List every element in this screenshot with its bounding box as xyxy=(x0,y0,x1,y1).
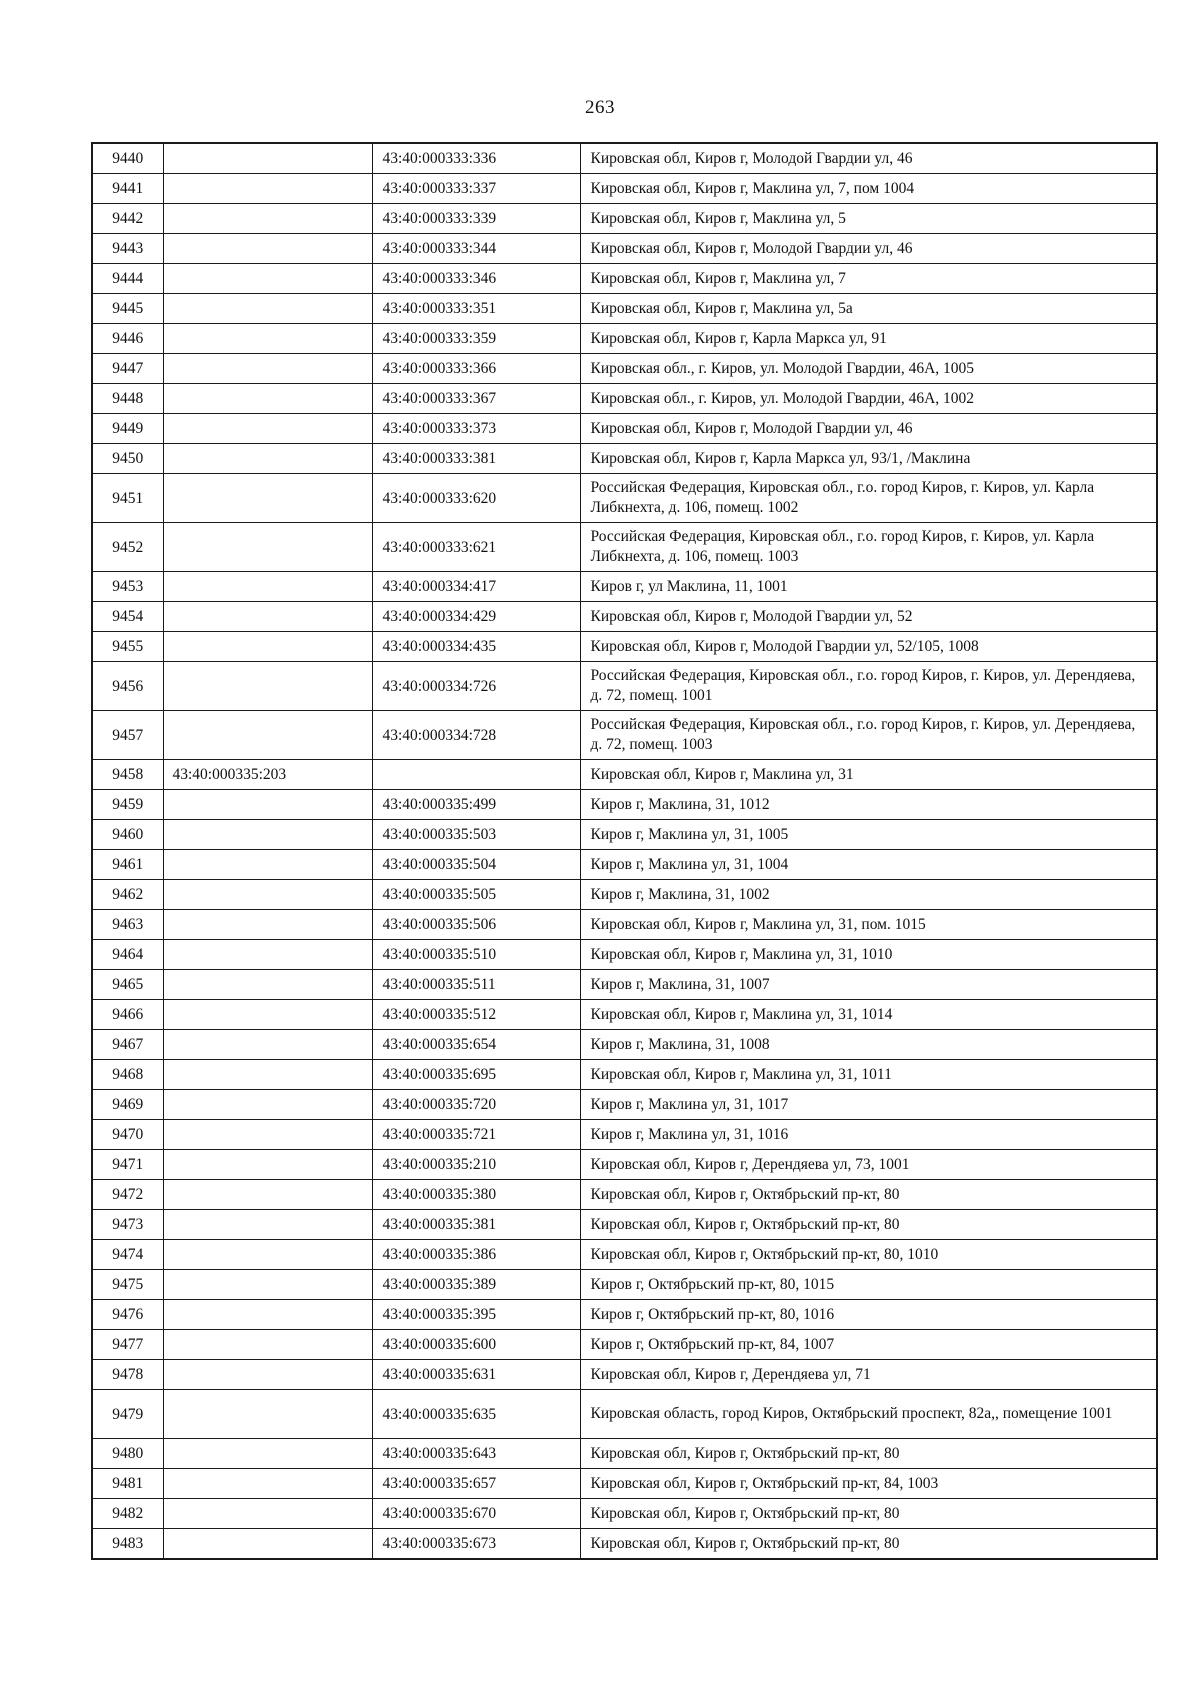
row-number-cell: 9446 xyxy=(92,324,163,354)
land-cadastral-number-cell xyxy=(163,662,372,711)
table-row xyxy=(92,632,1157,662)
table-row xyxy=(92,820,1157,850)
object-cadastral-number-cell: 43:40:000335:511 xyxy=(372,970,580,1000)
address-cell: Кировская обл, Киров г, Октябрьский пр-кт, 80, 1010 xyxy=(580,1240,1157,1270)
land-cadastral-number-cell xyxy=(163,414,372,444)
land-cadastral-number-cell xyxy=(163,940,372,970)
address-cell: Кировская обл, Киров г, Маклина ул, 5а xyxy=(580,294,1157,324)
page-number: 263 xyxy=(585,97,615,118)
land-cadastral-number-cell xyxy=(163,790,372,820)
table-row xyxy=(92,602,1157,632)
land-cadastral-number-cell xyxy=(163,970,372,1000)
registry-table-body xyxy=(92,143,1157,1559)
row-number-cell: 9440 xyxy=(92,143,163,174)
object-cadastral-number-cell: 43:40:000335:386 xyxy=(372,1240,580,1270)
table-row xyxy=(92,174,1157,204)
address-cell: Кировская обл, Киров г, Маклина ул, 31, 1010 xyxy=(580,940,1157,970)
object-cadastral-number-cell: 43:40:000333:620 xyxy=(372,474,580,523)
row-number-cell: 9450 xyxy=(92,444,163,474)
row-number-cell: 9471 xyxy=(92,1150,163,1180)
table-row xyxy=(92,910,1157,940)
address-cell: Кировская обл, Киров г, Молодой Гвардии ул, 52/105, 1008 xyxy=(580,632,1157,662)
row-number-cell: 9473 xyxy=(92,1210,163,1240)
table-row xyxy=(92,662,1157,711)
address-cell: Кировская обл, Киров г, Молодой Гвардии ул, 46 xyxy=(580,234,1157,264)
land-cadastral-number-cell xyxy=(163,572,372,602)
address-cell: Кировская обл, Киров г, Молодой Гвардии ул, 46 xyxy=(580,143,1157,174)
object-cadastral-number-cell: 43:40:000335:695 xyxy=(372,1060,580,1090)
land-cadastral-number-cell xyxy=(163,294,372,324)
object-cadastral-number-cell: 43:40:000333:621 xyxy=(372,523,580,572)
table-row xyxy=(92,1270,1157,1300)
object-cadastral-number-cell: 43:40:000334:417 xyxy=(372,572,580,602)
address-cell: Кировская обл, Киров г, Маклина ул, 5 xyxy=(580,204,1157,234)
table-row xyxy=(92,234,1157,264)
land-cadastral-number-cell xyxy=(163,1499,372,1529)
object-cadastral-number-cell: 43:40:000335:389 xyxy=(372,1270,580,1300)
table-row xyxy=(92,1330,1157,1360)
land-cadastral-number-cell xyxy=(163,602,372,632)
address-cell: Кировская обл, Киров г, Маклина ул, 31 xyxy=(580,760,1157,790)
table-row xyxy=(92,850,1157,880)
land-cadastral-number-cell xyxy=(163,1330,372,1360)
address-cell: Киров г, Маклина, 31, 1002 xyxy=(580,880,1157,910)
object-cadastral-number-cell: 43:40:000335:654 xyxy=(372,1030,580,1060)
land-cadastral-number-cell xyxy=(163,474,372,523)
land-cadastral-number-cell xyxy=(163,264,372,294)
land-cadastral-number-cell xyxy=(163,1529,372,1560)
address-cell: Киров г, Октябрьский пр-кт, 80, 1015 xyxy=(580,1270,1157,1300)
row-number-cell: 9449 xyxy=(92,414,163,444)
table-row xyxy=(92,294,1157,324)
object-cadastral-number-cell: 43:40:000335:720 xyxy=(372,1090,580,1120)
table-row xyxy=(92,1529,1157,1560)
table-row xyxy=(92,354,1157,384)
land-cadastral-number-cell xyxy=(163,1439,372,1469)
address-cell: Киров г, Маклина, 31, 1008 xyxy=(580,1030,1157,1060)
address-cell: Киров г, Маклина, 31, 1007 xyxy=(580,970,1157,1000)
object-cadastral-number-cell: 43:40:000333:381 xyxy=(372,444,580,474)
object-cadastral-number-cell: 43:40:000335:506 xyxy=(372,910,580,940)
table-row xyxy=(92,1390,1157,1439)
object-cadastral-number-cell: 43:40:000335:210 xyxy=(372,1150,580,1180)
row-number-cell: 9448 xyxy=(92,384,163,414)
address-cell: Кировская обл, Киров г, Октябрьский пр-кт, 80 xyxy=(580,1180,1157,1210)
land-cadastral-number-cell xyxy=(163,1469,372,1499)
table-row xyxy=(92,1180,1157,1210)
table-row xyxy=(92,1210,1157,1240)
table-row xyxy=(92,1499,1157,1529)
row-number-cell: 9452 xyxy=(92,523,163,572)
object-cadastral-number-cell: 43:40:000335:600 xyxy=(372,1330,580,1360)
object-cadastral-number-cell: 43:40:000333:336 xyxy=(372,143,580,174)
object-cadastral-number-cell: 43:40:000335:673 xyxy=(372,1529,580,1560)
object-cadastral-number-cell xyxy=(372,760,580,790)
table-row xyxy=(92,711,1157,760)
row-number-cell: 9477 xyxy=(92,1330,163,1360)
row-number-cell: 9472 xyxy=(92,1180,163,1210)
object-cadastral-number-cell: 43:40:000335:503 xyxy=(372,820,580,850)
land-cadastral-number-cell xyxy=(163,1060,372,1090)
land-cadastral-number-cell xyxy=(163,444,372,474)
address-cell: Кировская область, город Киров, Октябрьский проспект, 82а,, помещение 1001 xyxy=(580,1390,1157,1439)
table-row xyxy=(92,1469,1157,1499)
land-cadastral-number-cell xyxy=(163,384,372,414)
table-row xyxy=(92,760,1157,790)
address-cell: Кировская обл, Киров г, Октябрьский пр-кт, 80 xyxy=(580,1529,1157,1560)
row-number-cell: 9470 xyxy=(92,1120,163,1150)
row-number-cell: 9462 xyxy=(92,880,163,910)
land-cadastral-number-cell xyxy=(163,880,372,910)
address-cell: Кировская обл, Киров г, Карла Маркса ул, 91 xyxy=(580,324,1157,354)
object-cadastral-number-cell: 43:40:000335:657 xyxy=(372,1469,580,1499)
land-cadastral-number-cell xyxy=(163,1150,372,1180)
table-row xyxy=(92,1120,1157,1150)
land-cadastral-number-cell xyxy=(163,324,372,354)
land-cadastral-number-cell xyxy=(163,1300,372,1330)
object-cadastral-number-cell: 43:40:000333:359 xyxy=(372,324,580,354)
row-number-cell: 9461 xyxy=(92,850,163,880)
table-row xyxy=(92,572,1157,602)
land-cadastral-number-cell xyxy=(163,910,372,940)
row-number-cell: 9445 xyxy=(92,294,163,324)
row-number-cell: 9459 xyxy=(92,790,163,820)
address-cell: Кировская обл., г. Киров, ул. Молодой Гвардии, 46А, 1005 xyxy=(580,354,1157,384)
object-cadastral-number-cell: 43:40:000334:728 xyxy=(372,711,580,760)
row-number-cell: 9483 xyxy=(92,1529,163,1560)
object-cadastral-number-cell: 43:40:000335:635 xyxy=(372,1390,580,1439)
row-number-cell: 9444 xyxy=(92,264,163,294)
address-cell: Кировская обл, Киров г, Октябрьский пр-кт, 80 xyxy=(580,1439,1157,1469)
row-number-cell: 9460 xyxy=(92,820,163,850)
table-row xyxy=(92,474,1157,523)
table-row xyxy=(92,384,1157,414)
address-cell: Киров г, Маклина, 31, 1012 xyxy=(580,790,1157,820)
address-cell: Российская Федерация, Кировская обл., г.о. город Киров, г. Киров, ул. Дерендяева, д. 72, помещ. 1001 xyxy=(580,662,1157,711)
table-row xyxy=(92,1300,1157,1330)
table-row xyxy=(92,880,1157,910)
address-cell: Кировская обл, Киров г, Октябрьский пр-кт, 84, 1003 xyxy=(580,1469,1157,1499)
address-cell: Кировская обл, Киров г, Молодой Гвардии ул, 46 xyxy=(580,414,1157,444)
table-row xyxy=(92,940,1157,970)
table-row xyxy=(92,1000,1157,1030)
land-cadastral-number-cell xyxy=(163,143,372,174)
table-row xyxy=(92,523,1157,572)
land-cadastral-number-cell xyxy=(163,204,372,234)
table-row xyxy=(92,264,1157,294)
land-cadastral-number-cell xyxy=(163,1360,372,1390)
address-cell: Кировская обл, Киров г, Маклина ул, 31, пом. 1015 xyxy=(580,910,1157,940)
land-cadastral-number-cell xyxy=(163,1090,372,1120)
land-cadastral-number-cell xyxy=(163,820,372,850)
row-number-cell: 9456 xyxy=(92,662,163,711)
address-cell: Российская Федерация, Кировская обл., г.о. город Киров, г. Киров, ул. Карла Либкнехта, д. 106, помещ. 1003 xyxy=(580,523,1157,572)
object-cadastral-number-cell: 43:40:000333:346 xyxy=(372,264,580,294)
address-cell: Кировская обл, Киров г, Маклина ул, 31, 1011 xyxy=(580,1060,1157,1090)
row-number-cell: 9466 xyxy=(92,1000,163,1030)
row-number-cell: 9463 xyxy=(92,910,163,940)
address-cell: Российская Федерация, Кировская обл., г.о. город Киров, г. Киров, ул. Карла Либкнехта, д. 106, помещ. 1002 xyxy=(580,474,1157,523)
object-cadastral-number-cell: 43:40:000335:721 xyxy=(372,1120,580,1150)
row-number-cell: 9441 xyxy=(92,174,163,204)
table-row xyxy=(92,143,1157,174)
address-cell: Киров г, Октябрьский пр-кт, 84, 1007 xyxy=(580,1330,1157,1360)
object-cadastral-number-cell: 43:40:000335:504 xyxy=(372,850,580,880)
address-cell: Кировская обл, Киров г, Октябрьский пр-кт, 80 xyxy=(580,1499,1157,1529)
address-cell: Киров г, Маклина ул, 31, 1004 xyxy=(580,850,1157,880)
row-number-cell: 9475 xyxy=(92,1270,163,1300)
object-cadastral-number-cell: 43:40:000335:670 xyxy=(372,1499,580,1529)
table-row xyxy=(92,1090,1157,1120)
row-number-cell: 9474 xyxy=(92,1240,163,1270)
object-cadastral-number-cell: 43:40:000333:344 xyxy=(372,234,580,264)
object-cadastral-number-cell: 43:40:000333:366 xyxy=(372,354,580,384)
object-cadastral-number-cell: 43:40:000335:395 xyxy=(372,1300,580,1330)
land-cadastral-number-cell xyxy=(163,1390,372,1439)
address-cell: Кировская обл, Киров г, Дерендяева ул, 73, 1001 xyxy=(580,1150,1157,1180)
land-cadastral-number-cell xyxy=(163,850,372,880)
table-row xyxy=(92,324,1157,354)
table-row xyxy=(92,1060,1157,1090)
address-cell: Кировская обл, Киров г, Дерендяева ул, 71 xyxy=(580,1360,1157,1390)
address-cell: Кировская обл., г. Киров, ул. Молодой Гвардии, 46А, 1002 xyxy=(580,384,1157,414)
address-cell: Киров г, Маклина ул, 31, 1017 xyxy=(580,1090,1157,1120)
row-number-cell: 9454 xyxy=(92,602,163,632)
row-number-cell: 9464 xyxy=(92,940,163,970)
address-cell: Кировская обл, Киров г, Октябрьский пр-кт, 80 xyxy=(580,1210,1157,1240)
object-cadastral-number-cell: 43:40:000335:499 xyxy=(372,790,580,820)
table-row xyxy=(92,414,1157,444)
address-cell: Кировская обл, Киров г, Маклина ул, 7, пом 1004 xyxy=(580,174,1157,204)
object-cadastral-number-cell: 43:40:000335:381 xyxy=(372,1210,580,1240)
land-cadastral-number-cell xyxy=(163,523,372,572)
address-cell: Киров г, Октябрьский пр-кт, 80, 1016 xyxy=(580,1300,1157,1330)
object-cadastral-number-cell: 43:40:000335:512 xyxy=(372,1000,580,1030)
table-row xyxy=(92,1150,1157,1180)
object-cadastral-number-cell: 43:40:000333:337 xyxy=(372,174,580,204)
table-row xyxy=(92,1030,1157,1060)
row-number-cell: 9447 xyxy=(92,354,163,384)
land-cadastral-number-cell xyxy=(163,711,372,760)
row-number-cell: 9458 xyxy=(92,760,163,790)
row-number-cell: 9480 xyxy=(92,1439,163,1469)
address-cell: Киров г, ул Маклина, 11, 1001 xyxy=(580,572,1157,602)
table-row xyxy=(92,970,1157,1000)
land-cadastral-number-cell xyxy=(163,1210,372,1240)
land-cadastral-number-cell xyxy=(163,354,372,384)
registry-table xyxy=(91,142,1158,1560)
address-cell: Киров г, Маклина ул, 31, 1005 xyxy=(580,820,1157,850)
land-cadastral-number-cell xyxy=(163,234,372,264)
row-number-cell: 9467 xyxy=(92,1030,163,1060)
row-number-cell: 9465 xyxy=(92,970,163,1000)
object-cadastral-number-cell: 43:40:000335:631 xyxy=(372,1360,580,1390)
address-cell: Кировская обл, Киров г, Карла Маркса ул, 93/1, /Маклина xyxy=(580,444,1157,474)
row-number-cell: 9442 xyxy=(92,204,163,234)
row-number-cell: 9443 xyxy=(92,234,163,264)
row-number-cell: 9455 xyxy=(92,632,163,662)
address-cell: Кировская обл, Киров г, Маклина ул, 31, 1014 xyxy=(580,1000,1157,1030)
row-number-cell: 9468 xyxy=(92,1060,163,1090)
land-cadastral-number-cell: 43:40:000335:203 xyxy=(163,760,372,790)
object-cadastral-number-cell: 43:40:000333:373 xyxy=(372,414,580,444)
land-cadastral-number-cell xyxy=(163,1270,372,1300)
table-row xyxy=(92,1240,1157,1270)
land-cadastral-number-cell xyxy=(163,1030,372,1060)
address-cell: Кировская обл, Киров г, Маклина ул, 7 xyxy=(580,264,1157,294)
row-number-cell: 9479 xyxy=(92,1390,163,1439)
object-cadastral-number-cell: 43:40:000335:505 xyxy=(372,880,580,910)
object-cadastral-number-cell: 43:40:000334:435 xyxy=(372,632,580,662)
object-cadastral-number-cell: 43:40:000333:339 xyxy=(372,204,580,234)
address-cell: Киров г, Маклина ул, 31, 1016 xyxy=(580,1120,1157,1150)
address-cell: Российская Федерация, Кировская обл., г.о. город Киров, г. Киров, ул. Дерендяева, д. 72, помещ. 1003 xyxy=(580,711,1157,760)
table-row xyxy=(92,444,1157,474)
table-row xyxy=(92,204,1157,234)
row-number-cell: 9457 xyxy=(92,711,163,760)
land-cadastral-number-cell xyxy=(163,1000,372,1030)
land-cadastral-number-cell xyxy=(163,1240,372,1270)
row-number-cell: 9476 xyxy=(92,1300,163,1330)
land-cadastral-number-cell xyxy=(163,632,372,662)
row-number-cell: 9481 xyxy=(92,1469,163,1499)
object-cadastral-number-cell: 43:40:000333:351 xyxy=(372,294,580,324)
row-number-cell: 9469 xyxy=(92,1090,163,1120)
land-cadastral-number-cell xyxy=(163,174,372,204)
object-cadastral-number-cell: 43:40:000334:726 xyxy=(372,662,580,711)
object-cadastral-number-cell: 43:40:000334:429 xyxy=(372,602,580,632)
row-number-cell: 9482 xyxy=(92,1499,163,1529)
table-row xyxy=(92,1439,1157,1469)
table-row xyxy=(92,1360,1157,1390)
address-cell: Кировская обл, Киров г, Молодой Гвардии ул, 52 xyxy=(580,602,1157,632)
object-cadastral-number-cell: 43:40:000335:510 xyxy=(372,940,580,970)
object-cadastral-number-cell: 43:40:000333:367 xyxy=(372,384,580,414)
land-cadastral-number-cell xyxy=(163,1120,372,1150)
object-cadastral-number-cell: 43:40:000335:380 xyxy=(372,1180,580,1210)
object-cadastral-number-cell: 43:40:000335:643 xyxy=(372,1439,580,1469)
row-number-cell: 9453 xyxy=(92,572,163,602)
table-row xyxy=(92,790,1157,820)
row-number-cell: 9451 xyxy=(92,474,163,523)
land-cadastral-number-cell xyxy=(163,1180,372,1210)
row-number-cell: 9478 xyxy=(92,1360,163,1390)
